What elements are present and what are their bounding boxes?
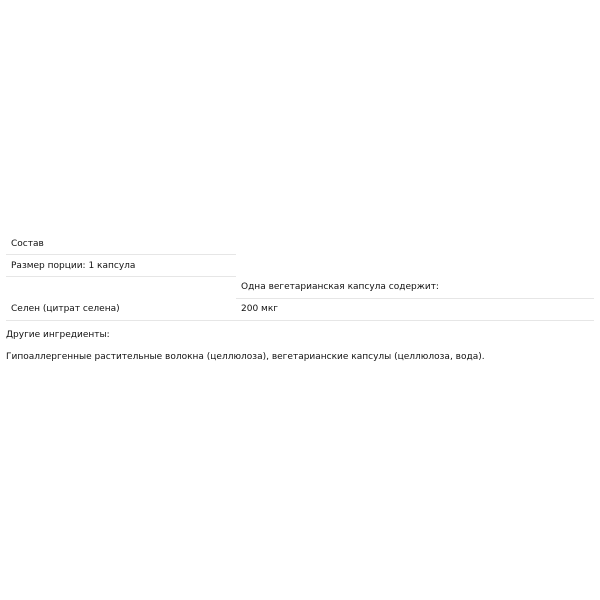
per-serving-header: Одна вегетарианская капсула содержит: [236, 277, 594, 299]
table-row [6, 277, 594, 299]
other-ingredients-title: Другие ингредиенты: [6, 330, 110, 340]
serving-size: Размер порции: 1 капсула [6, 255, 236, 277]
nutrient-name: Селен (цитрат селена) [6, 298, 236, 320]
supplement-facts-table [6, 233, 594, 321]
table-row [6, 298, 594, 320]
nutrient-amount: 200 мкг [236, 298, 594, 320]
composition-title: Состав [6, 233, 236, 255]
table-row [6, 233, 594, 255]
table-row [6, 255, 594, 277]
other-ingredients-text: Гипоаллергенные растительные волокна (целлюлоза), вегетарианские капсулы (целлюлоза, вода). [6, 352, 485, 362]
